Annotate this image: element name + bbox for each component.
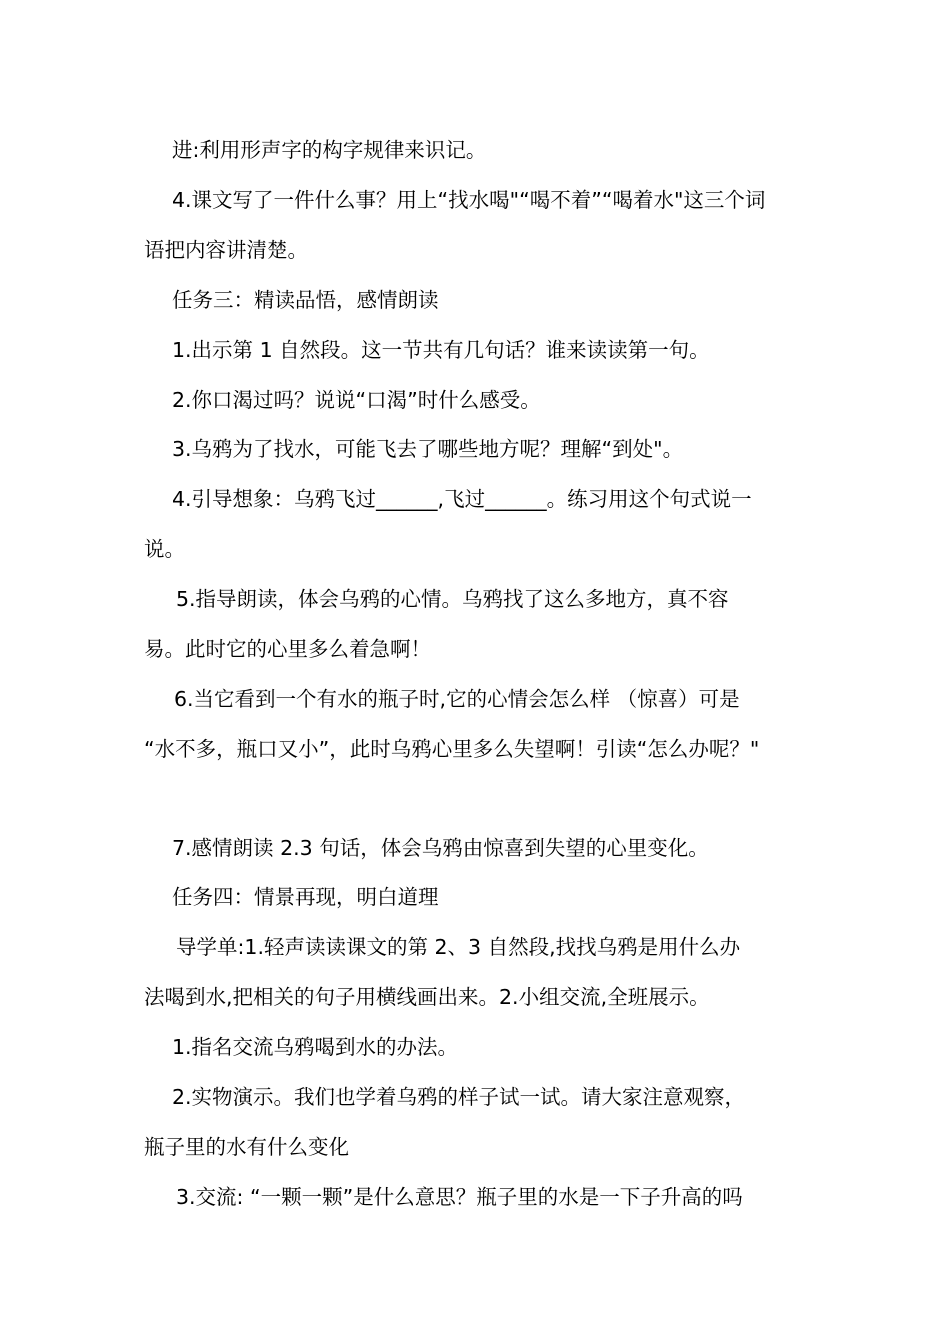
text-line: 说。 — [144, 537, 185, 561]
text-line: 2.实物演示。我们也学着乌鸦的样子试一试。请大家注意观察， — [172, 1085, 746, 1109]
text-line: 法喝到水,把相关的句子用横线画出来。2.小组交流,全班展示。 — [144, 985, 710, 1009]
text-line: 4.引导想象：乌鸦飞过______,飞过______。练习用这个句式说一 — [172, 487, 752, 511]
text-line: 语把内容讲清楚。 — [144, 238, 308, 262]
text-line: 易。此时它的心里多么着急啊！ — [144, 637, 431, 661]
text-line: 3.交流: “一颗一颗”是什么意思？瓶子里的水是一下子升高的吗 — [176, 1185, 743, 1209]
text-line: 3.乌鸦为了找水，可能飞去了哪些地方呢？理解“到处"。 — [172, 437, 684, 461]
text-line: 2.你口渴过吗？说说“口渴”时什么感受。 — [172, 388, 541, 412]
text-line: 1.指名交流乌鸦喝到水的办法。 — [172, 1035, 459, 1059]
text-line: 进:利用形声字的构字规律来识记。 — [172, 138, 487, 162]
text-line: 6.当它看到一个有水的瓶子时,它的心情会怎么样 （惊喜）可是 — [174, 687, 740, 711]
text-line: 1.出示第 1 自然段。这一节共有几句话？谁来读读第一句。 — [172, 338, 710, 362]
text-line: “水不多，瓶口又小”，此时乌鸦心里多么失望啊！引读“怎么办呢？" — [144, 737, 760, 761]
text-line: 4.课文写了一件什么事？用上“找水喝"“喝不着”“喝着水"这三个词 — [172, 188, 766, 212]
section-heading: 任务三：精读品悟，感情朗读 — [172, 288, 439, 312]
section-heading: 任务四：情景再现，明白道理 — [172, 885, 439, 909]
text-line: 导学单:1.轻声读读课文的第 2、3 自然段,找找乌鸦是用什么办 — [176, 935, 741, 959]
text-line: 瓶子里的水有什么变化 — [144, 1135, 349, 1159]
text-line: 5.指导朗读，体会乌鸦的心情。乌鸦找了这么多地方，真不容 — [176, 587, 729, 611]
text-line: 7.感情朗读 2.3 句话，体会乌鸦由惊喜到失望的心里变化。 — [172, 836, 709, 860]
